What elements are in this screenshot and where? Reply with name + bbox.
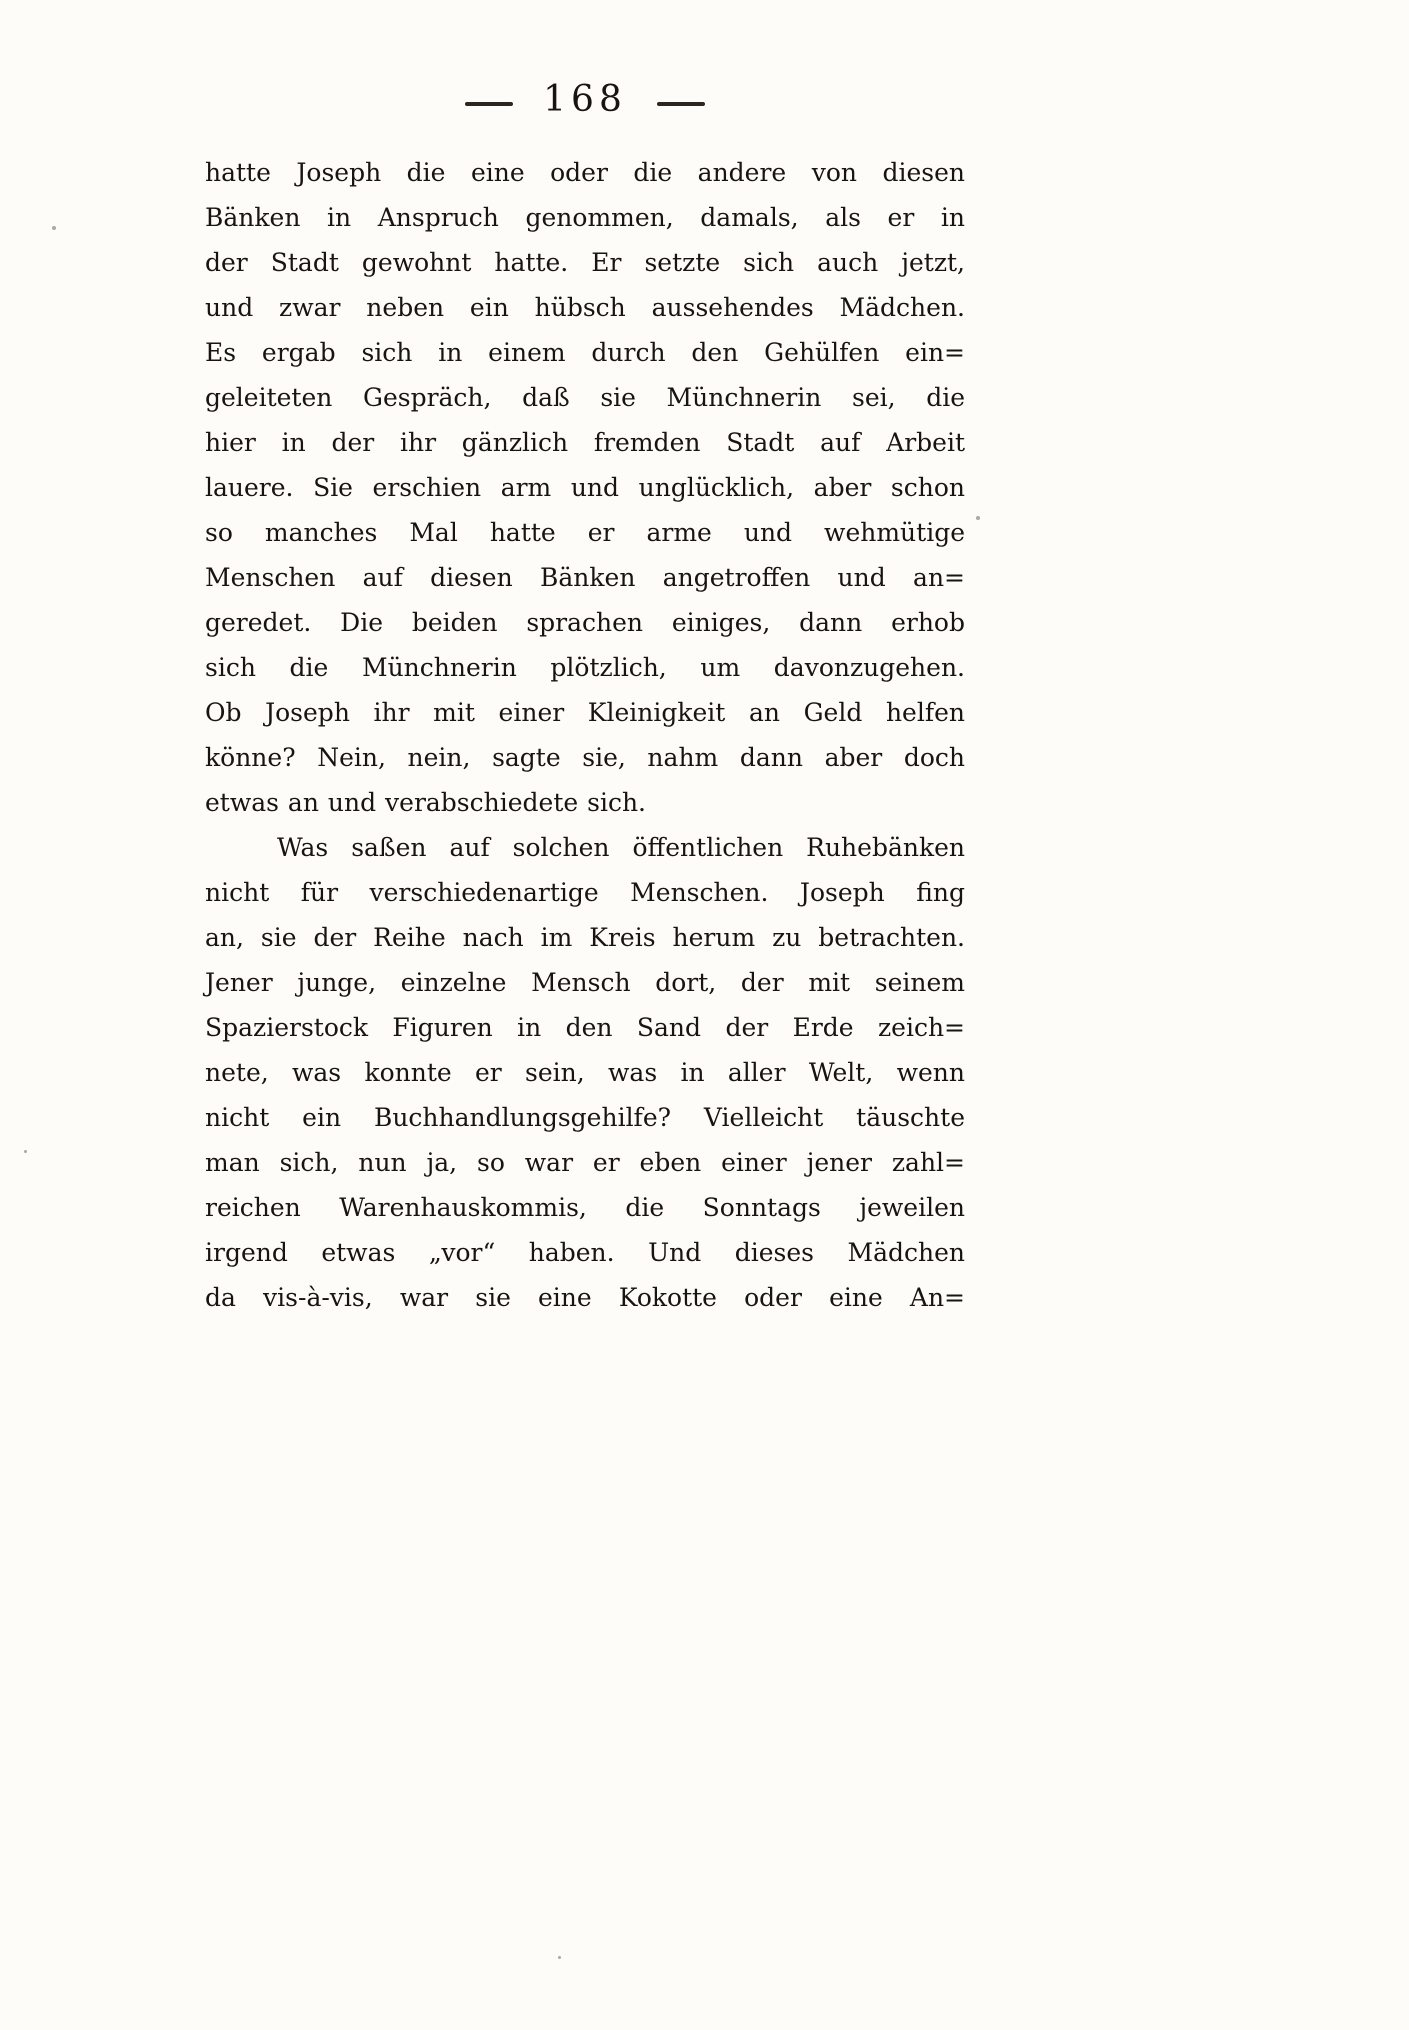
page-text <box>205 150 965 1320</box>
text-line: lauere. Sie erschien arm und unglücklich, aber schon <box>205 473 965 502</box>
text-line: sich die Münchnerin plötzlich, um davonzugehen. <box>205 653 965 682</box>
text-line: der Stadt gewohnt hatte. Er setzte sich auch jetzt, <box>205 248 965 277</box>
text-line: irgend etwas „vor“ haben. Und dieses Mädchen <box>205 1238 965 1267</box>
text-line: Spazierstock Figuren in den Sand der Erde zeich= <box>205 1013 965 1042</box>
scan-speck <box>976 516 980 520</box>
text-line: reichen Warenhauskommis, die Sonntags jeweilen <box>205 1193 965 1222</box>
scan-speck <box>558 1956 561 1959</box>
scan-speck <box>52 226 56 230</box>
text-line: und zwar neben ein hübsch aussehendes Mädchen. <box>205 293 965 322</box>
text-line: an, sie der Reihe nach im Kreis herum zu betrachten. <box>205 923 965 952</box>
text-line: Es ergab sich in einem durch den Gehülfen ein= <box>205 338 965 367</box>
text-line: Ob Joseph ihr mit einer Kleinigkeit an Geld helfen <box>205 698 965 727</box>
text-line: hier in der ihr gänzlich fremden Stadt auf Arbeit <box>205 428 965 457</box>
text-line: Menschen auf diesen Bänken angetroffen und an= <box>205 563 965 592</box>
text-line: so manches Mal hatte er arme und wehmütige <box>205 518 965 547</box>
text-line: geleiteten Gespräch, daß sie Münchnerin sei, die <box>205 383 965 412</box>
scan-speck <box>24 1150 27 1153</box>
text-line: Was saßen auf solchen öffentlichen Ruhebänken <box>277 833 965 862</box>
text-line: nete, was konnte er sein, was in aller Welt, wenn <box>205 1058 965 1087</box>
text-line: Bänken in Anspruch genommen, damals, als er in <box>205 203 965 232</box>
text-line: etwas an und verabschiedete sich. <box>205 788 646 817</box>
header-dash-left-icon <box>465 102 513 106</box>
page-header <box>205 79 965 120</box>
text-line: hatte Joseph die eine oder die andere von diesen <box>205 158 965 187</box>
text-line: könne? Nein, nein, sagte sie, nahm dann aber doch <box>205 743 965 772</box>
text-line: geredet. Die beiden sprachen einiges, dann erhob <box>205 608 965 637</box>
text-line: nicht für verschiedenartige Menschen. Joseph fing <box>205 878 965 907</box>
page-number: 168 <box>543 79 627 120</box>
text-line: Jener junge, einzelne Mensch dort, der mit seinem <box>205 968 965 997</box>
text-line: man sich, nun ja, so war er eben einer jener zahl= <box>205 1148 965 1177</box>
header-dash-right-icon <box>657 102 705 106</box>
text-line: nicht ein Buchhandlungsgehilfe? Vielleicht täuschte <box>205 1103 965 1132</box>
text-line: da vis-à-vis, war sie eine Kokotte oder eine An= <box>205 1283 965 1312</box>
